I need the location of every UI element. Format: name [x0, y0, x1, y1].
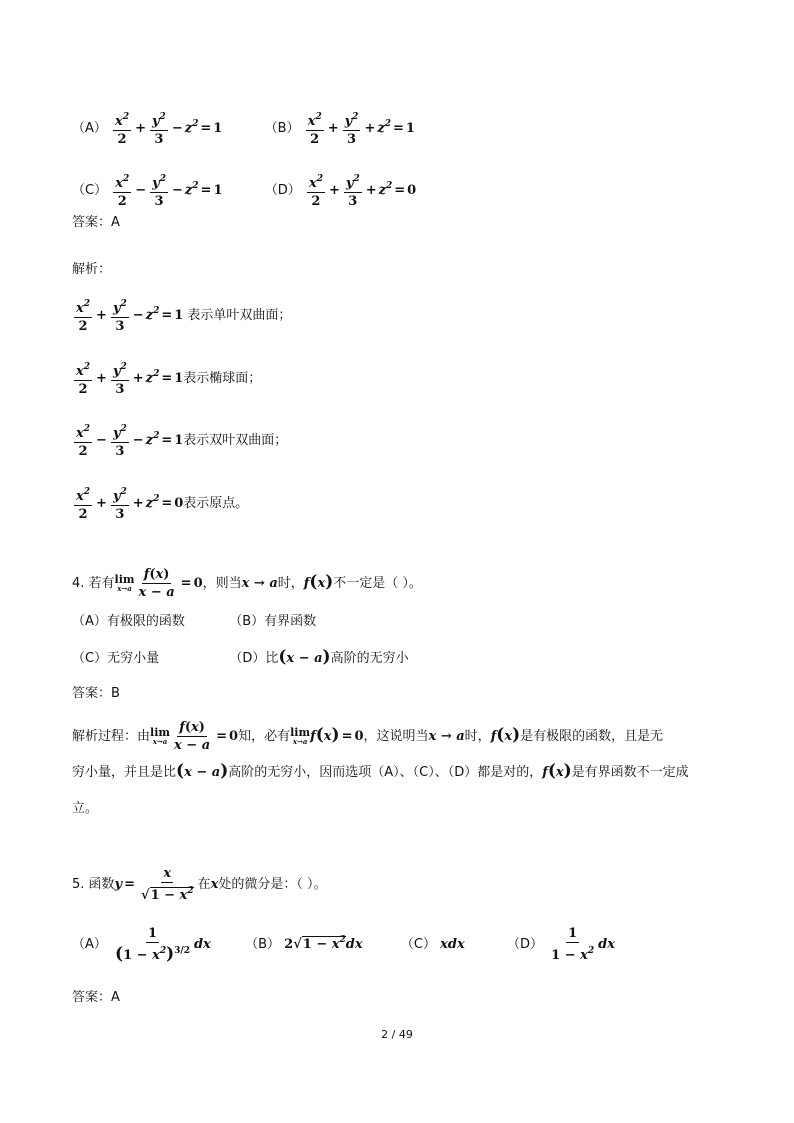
- page-number: 2 / 49: [381, 1028, 413, 1041]
- q5-answer: 答案：A: [72, 990, 120, 1005]
- q3-analysis-4-text: 表示原点。: [183, 496, 249, 511]
- q3-analysis-4: $\frac{x^2}{2}$ + $\frac{y^2}{3}$ + $z^2 = 0$表示原点。: [76, 487, 249, 522]
- q5-options: （A） $\frac{1}{(1 - x^2)^{3/2}}$ dx （B） $2√1 - x^2dx$ （C） xdx （D） $\frac{1}{1 - x^2}$ dx: [72, 926, 615, 964]
- q4-options-row2: [72, 649, 409, 667]
- q4-explanation-line3: 立。: [72, 801, 99, 816]
- q3-answer: 答案：A: [72, 215, 120, 230]
- q4-stem: 4. 若有 lim x→a $\frac{f(x)}{x - a}$ = 0，则当x → a时，f(x)不一定是（ ）。: [72, 567, 422, 600]
- q3-options-row1: （A） $\frac{x^2}{2}$ + $\frac{y^2}{3}$ − $z^2 = 1$ （B） $\frac{x^2}{2}$ + $\frac{y^2}{3}$ + $z^2 = 1$: [72, 112, 415, 147]
- q3-analysis-1: $\frac{x^2}{2}$ + $\frac{y^2}{3}$ − $z^2 = 1$ 表示单叶双曲面；: [76, 299, 292, 334]
- q3-analysis-title: 解析：: [72, 262, 112, 277]
- q3-option-a-label: （A）: [72, 121, 107, 136]
- q3-option-b-label: （B）: [264, 121, 300, 136]
- q3-option-d-label: （D）: [264, 183, 301, 198]
- q3-analysis-3-text: 表示双叶双曲面；: [183, 433, 288, 448]
- q3-analysis-1-text: 表示单叶双曲面；: [187, 308, 292, 323]
- q3-analysis-2-text: 表示椭球面；: [183, 371, 262, 386]
- q5-option-d-label: （D）: [506, 937, 543, 952]
- q3-option-c-label: （C）: [72, 183, 108, 198]
- q4-option-c: （C）无穷小量: [72, 651, 160, 666]
- q5-option-b-label: （B）: [245, 937, 281, 952]
- q5-option-a-label: （A）: [72, 937, 107, 952]
- q4-explanation-line2: 穷小量，并且是比(x − a)高阶的无穷小，因而选项（A）、（C）、（D）都是对的，f(x)是有界函数不一定成: [72, 761, 689, 781]
- q3-options-row2: （C） $\frac{x^2}{2}$ − $\frac{y^2}{3}$ − $z^2 = 1$ （D） $\frac{x^2}{2}$ + $\frac{y^2}{3}$ + $z^2 = 0$: [72, 174, 417, 209]
- q4-options-row1: [72, 614, 316, 630]
- q3-analysis-3: $\frac{x^2}{2}$ − $\frac{y^2}{3}$ − $z^2 = 1$表示双叶双曲面；: [76, 424, 288, 459]
- q4-explanation-line1: 解析过程：由 lim x→a $\frac{f(x)}{x - a}$ = 0知，必有 lim x→a f(x) = 0，这说明当x → a时，f(x)是有极限的函数，且是无: [72, 720, 664, 753]
- q4-option-a: （A）有极限的函数: [72, 614, 185, 629]
- q3-analysis-2: $\frac{x^2}{2}$ + $\frac{y^2}{3}$ + $z^2 = 1$表示椭球面；: [76, 362, 262, 397]
- q5-option-c-label: （C）: [400, 937, 436, 952]
- q5-stem: 5. 函数y = $\frac{x}{√1 - x^2}$ 在x处的微分是：（ ）。: [72, 866, 327, 903]
- q4-answer: 答案：B: [72, 686, 120, 701]
- q4-option-d: （D）比(x − a)高阶的无穷小: [229, 647, 409, 667]
- q4-option-b: （B）有界函数: [229, 614, 317, 629]
